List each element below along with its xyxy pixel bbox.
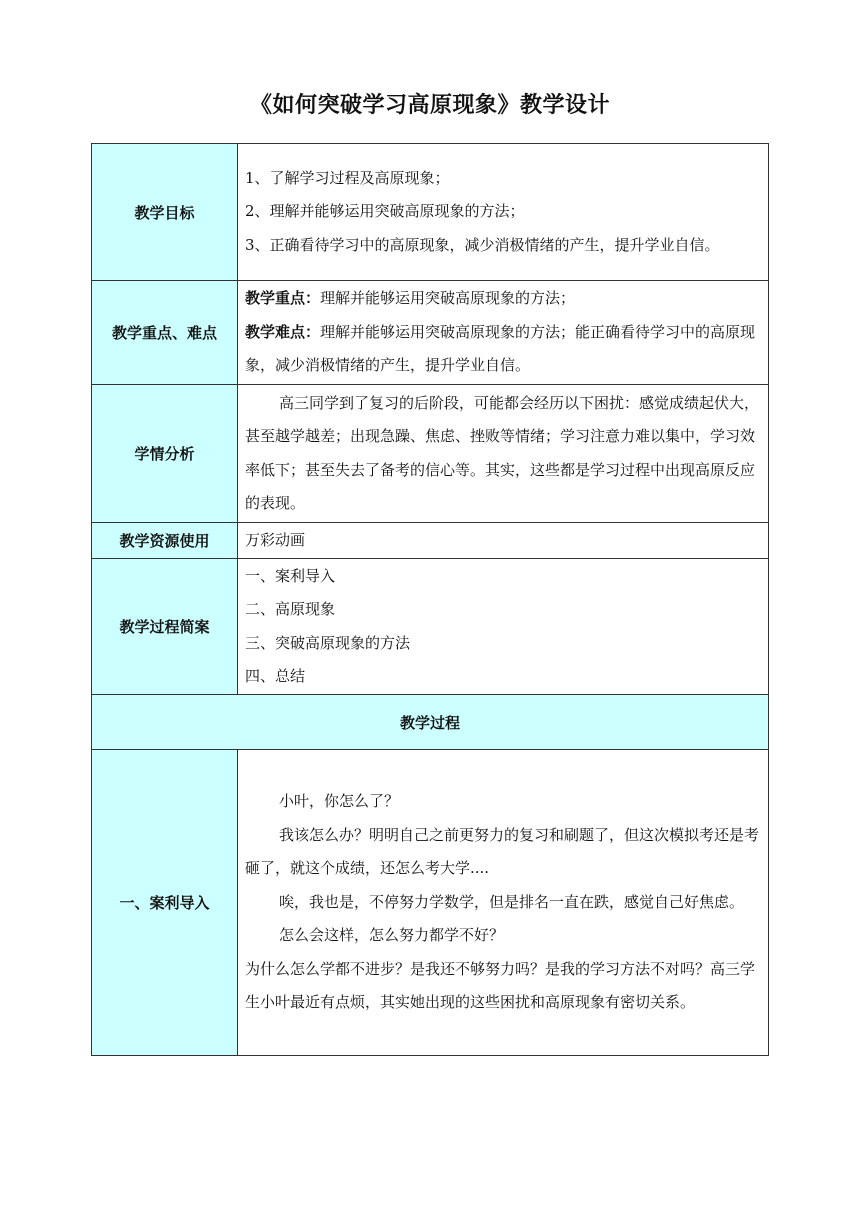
outline-item: 二、高原现象 — [245, 600, 336, 618]
label-resources: 教学资源使用 — [92, 523, 238, 559]
lesson-plan-table — [91, 143, 769, 1056]
row-process-header — [92, 695, 769, 750]
label-goals: 教学目标 — [92, 144, 238, 281]
goal-item: 1、了解学习过程及高原现象； — [245, 168, 450, 187]
outline-content — [238, 559, 769, 695]
row-key-points — [92, 281, 769, 385]
focus-text: 理解并能够运用突破高原现象的方法； — [320, 289, 576, 308]
goals-content — [238, 144, 769, 281]
focus-line — [245, 282, 762, 316]
process-header: 教学过程 — [92, 695, 769, 750]
row-analysis — [92, 385, 769, 523]
key-points-content — [238, 281, 769, 385]
row-resources — [92, 523, 769, 559]
narration-paragraph: 为什么怎么学都不进步？是我还不够努力吗？是我的学习方法不对吗？高三学生小叶最近有点烦，其实她出现的这些困扰和高原现象有密切关系。 — [245, 959, 756, 1012]
difficulty-line — [245, 316, 762, 383]
label-outline: 教学过程简案 — [92, 559, 238, 695]
analysis-text: 高三同学到了复习的后阶段，可能都会经历以下困扰：感觉成绩起伏大，甚至越学越差；出现急躁、焦虑、挫败等情绪；学习注意力难以集中，学习效率低下；甚至失去了备考的信心等。其实，这些都是学习过程中出现高原反应的表现。 — [245, 393, 760, 512]
case-intro-content — [238, 750, 769, 1056]
outline-item: 四、总结 — [245, 667, 306, 685]
row-goals — [92, 144, 769, 281]
dialogue-paragraph: 我该怎么办？明明自己之前更努力的复习和刷题了，但这次模拟考还是考砸了，就这个成绩，还怎么考大学.... — [245, 825, 760, 878]
label-case-intro: 一、案利导入 — [92, 750, 238, 1056]
outline-item: 一、案利导入 — [245, 566, 336, 585]
row-case-intro — [92, 750, 769, 1056]
document-title: 《如何突破学习高原现象》教学设计 — [249, 93, 610, 118]
dialogue-paragraph: 唉，我也是，不停努力学数学，但是排名一直在跌，感觉自己好焦虑。 — [279, 892, 745, 911]
focus-label: 教学重点： — [245, 289, 321, 308]
difficulty-text: 理解并能够运用突破高原现象的方法；能正确看待学习中的高原现象，减少消极情绪的产生，提升学业自信。 — [245, 322, 756, 375]
goal-item: 3、正确看待学习中的高原现象，减少消极情绪的产生，提升学业自信。 — [245, 235, 720, 254]
analysis-content — [238, 385, 769, 523]
label-analysis: 学情分析 — [92, 385, 238, 523]
dialogue-paragraph: 怎么会这样，怎么努力都学不好？ — [279, 926, 505, 945]
label-key-points: 教学重点、难点 — [92, 281, 238, 385]
resources-content: 万彩动画 — [238, 523, 769, 559]
outline-item: 三、突破高原现象的方法 — [245, 633, 411, 652]
goal-item: 2、理解并能够运用突破高原现象的方法； — [245, 202, 525, 221]
row-outline — [92, 559, 769, 695]
difficulty-label: 教学难点： — [245, 322, 321, 341]
dialogue-paragraph: 小叶，你怎么了？ — [279, 792, 400, 811]
